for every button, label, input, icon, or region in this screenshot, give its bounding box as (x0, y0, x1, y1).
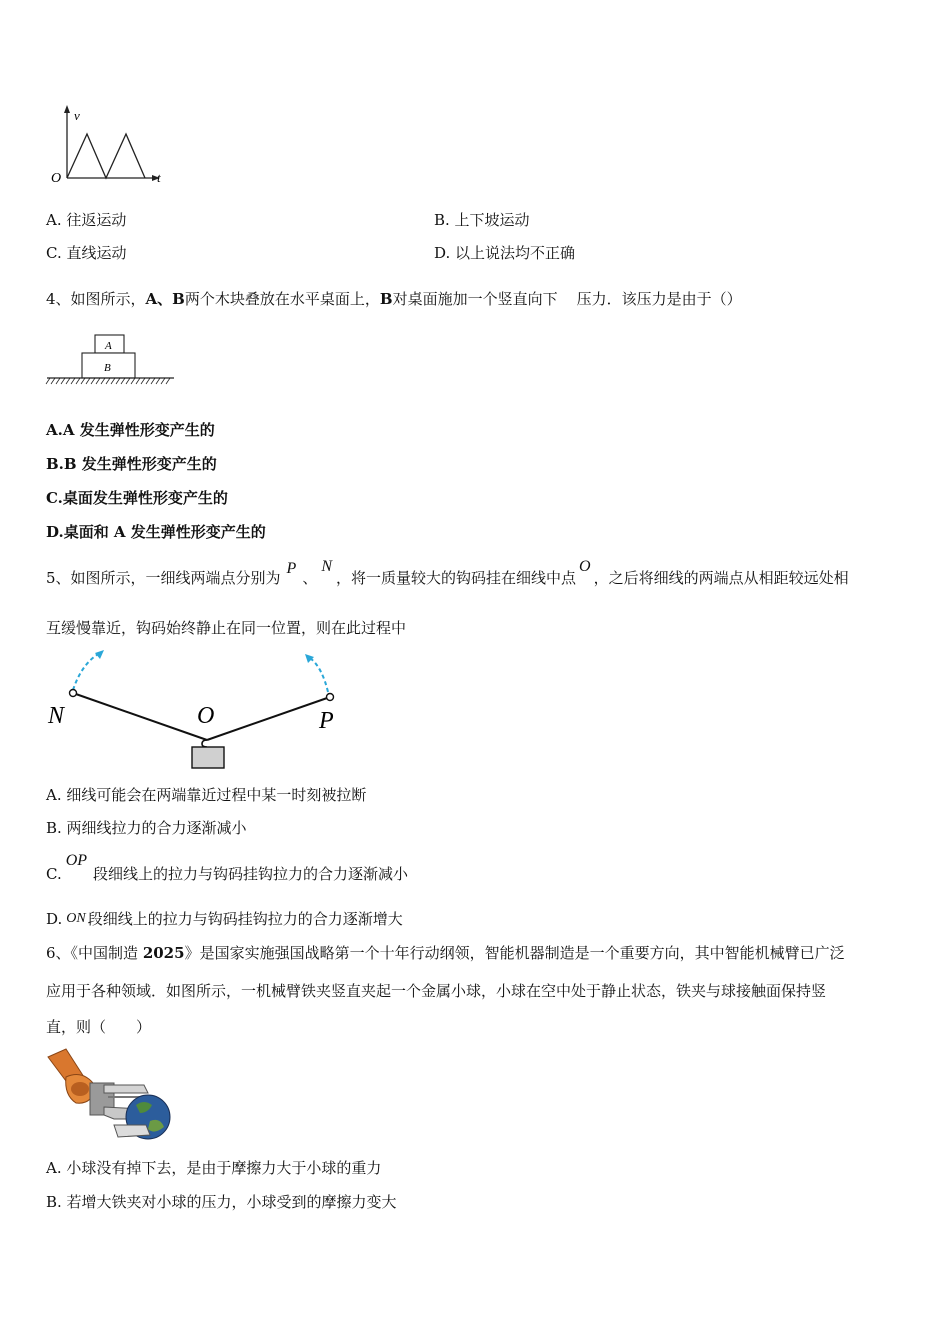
label-p: P (319, 708, 334, 734)
hatch-mark (86, 378, 90, 384)
q6-stem-line3: 直，则（ ） (46, 1018, 152, 1036)
hatch-mark (161, 378, 165, 384)
arrow-left (73, 653, 100, 690)
hatch-mark (146, 378, 150, 384)
hatch-mark (101, 378, 105, 384)
joint-cap (71, 1082, 89, 1096)
hatch-mark (66, 378, 70, 384)
q4-option-c: C.桌面发生弹性形变产生的 (46, 489, 228, 507)
q5-symbol-o: O (579, 558, 591, 575)
q5-option-c-prefix: C. (46, 865, 62, 883)
q5-option-c (46, 852, 409, 885)
hatch-mark (141, 378, 145, 384)
hatch-mark (71, 378, 75, 384)
vt-curve (67, 134, 145, 178)
hatch-mark (81, 378, 85, 384)
label-n: N (48, 703, 65, 729)
q4-option-a: A.A 发生弹性形变产生的 (46, 421, 215, 439)
hatch-mark (56, 378, 60, 384)
hatch-mark (126, 378, 130, 384)
q3-option-c: C. 直线运动 (46, 244, 127, 262)
clamp-front-jaw (114, 1125, 150, 1137)
q4-stem-ab: A、B (145, 290, 185, 308)
hook (202, 740, 207, 747)
block-a-label: A (105, 340, 112, 352)
q4-stem (46, 289, 742, 309)
q5-stem-line2: 互缓慢靠近，钩码始终静止在同一位置，则在此过程中 (46, 619, 407, 637)
blocks-figure (44, 330, 179, 390)
q3-option-a: A. 往返运动 (46, 211, 127, 229)
hatch-mark (61, 378, 65, 384)
q5-option-a: A. 细线可能会在两端靠近过程中某一时刻被拉断 (46, 786, 367, 804)
q4-stem-prefix: 4、如图所示， (46, 290, 146, 308)
hatch-mark (51, 378, 55, 384)
q5-option-c-symbol: OP (65, 852, 88, 869)
q5-option-d (46, 909, 403, 931)
q6-line1-year: 2025 (142, 944, 185, 962)
q5-separator: 、 (302, 569, 318, 587)
hatch-mark (46, 378, 50, 384)
hatch-mark (91, 378, 95, 384)
hatch-mark (156, 378, 160, 384)
arrow-right-head (305, 654, 314, 663)
q4-option-d: D.桌面和 A 发生弹性形变产生的 (46, 523, 266, 541)
q5-option-b: B. 两细线拉力的合力逐渐减小 (46, 819, 247, 837)
q5-option-d-text: 段细线上的拉力与钩码挂钩拉力的合力逐渐增大 (87, 910, 403, 928)
v-axis-arrow (64, 105, 70, 113)
label-o: O (197, 703, 215, 729)
q5-stem-line1 (46, 558, 849, 589)
q5-option-c-text: 段细线上的拉力与钩码挂钩拉力的合力逐渐减小 (93, 865, 409, 883)
q5-symbol-n: N (321, 558, 333, 575)
hatch-mark (136, 378, 140, 384)
hatch-mark (111, 378, 115, 384)
q6-line1-prefix: 6、《中国制造 (46, 944, 143, 962)
rope-figure (40, 645, 350, 775)
endpoint-p (327, 694, 334, 701)
vt-graph (40, 100, 180, 190)
q4-stem-rest: 对桌面施加一个竖直向下 压力．该压力是由于（） (392, 290, 742, 308)
t-axis-label: t (157, 170, 161, 185)
q3-option-d: D. 以上说法均不正确 (434, 244, 576, 262)
hatch-mark (151, 378, 155, 384)
q6-line1-rest: 》是国家实施强国战略第一个十年行动纲领，智能机器制造是一个重要方向，其中智能机械臂已广泛 (184, 944, 845, 962)
q5-stem-part1: 5、如图所示，一细线两端点分别为 (46, 569, 281, 587)
hatch-mark (96, 378, 100, 384)
rope-op (207, 697, 330, 740)
q5-stem-part3: ，之后将细线的两端点从相距较远处相 (593, 569, 849, 587)
v-axis-label: v (74, 108, 80, 123)
hatch-mark (121, 378, 125, 384)
robot-arm-figure (44, 1047, 176, 1147)
block-b-label: B (104, 362, 111, 374)
q4-stem-b: B (379, 290, 393, 308)
arrow-left-head (95, 650, 104, 659)
arrow-right (310, 658, 328, 692)
weight (192, 747, 224, 768)
q6-option-b: B. 若增大铁夹对小球的压力，小球受到的摩擦力变大 (46, 1193, 397, 1211)
rope-on (73, 693, 207, 740)
hatch-mark (106, 378, 110, 384)
q6-stem-line1 (46, 943, 845, 963)
q5-option-d-symbol: ON (66, 911, 86, 926)
clamp-top-jaw (104, 1085, 148, 1093)
hatch-mark (131, 378, 135, 384)
q6-option-a: A. 小球没有掉下去，是由于摩擦力大于小球的重力 (46, 1159, 382, 1177)
hatch-mark (116, 378, 120, 384)
q3-option-b: B. 上下坡运动 (434, 211, 530, 229)
q5-stem-part2: ，将一质量较大的钩码挂在细线中点 (336, 569, 577, 587)
hatch-mark (76, 378, 80, 384)
q4-stem-mid: 两个木块叠放在水平桌面上， (184, 290, 380, 308)
hatch-mark (166, 378, 170, 384)
q4-option-b: B.B 发生弹性形变产生的 (46, 455, 217, 473)
q6-stem-line2: 应用于各种领域．如图所示，一机械臂铁夹竖直夹起一个金属小球，小球在空中处于静止状态，铁夹与球接触面保持竖 (46, 982, 827, 1000)
q5-symbol-p: P (286, 560, 297, 577)
endpoint-n (70, 690, 77, 697)
origin-label: O (51, 171, 62, 186)
table-hatching (46, 378, 170, 384)
q5-option-d-prefix: D. (46, 910, 63, 928)
